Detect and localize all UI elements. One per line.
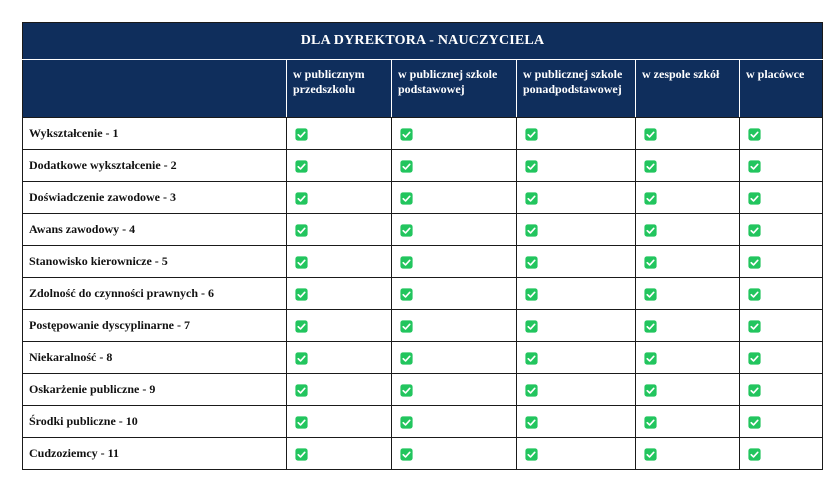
check-cell: [392, 246, 517, 278]
check-box-icon: [400, 288, 413, 301]
check-cell: [636, 278, 740, 310]
check-cell: [392, 374, 517, 406]
column-header-row: [23, 60, 823, 118]
check-box-icon: [295, 160, 308, 173]
check-cell: [517, 118, 636, 150]
check-box-icon: [400, 448, 413, 461]
check-box-icon: [295, 256, 308, 269]
check-box-icon: [644, 384, 657, 397]
check-box-icon: [295, 352, 308, 365]
check-box-icon: [295, 128, 308, 141]
check-box-icon: [525, 288, 538, 301]
check-cell: [636, 438, 740, 470]
check-box-icon: [748, 256, 761, 269]
check-box-icon: [295, 384, 308, 397]
table-row: [23, 406, 823, 438]
check-cell: [740, 406, 823, 438]
check-box-icon: [525, 192, 538, 205]
check-cell: [392, 214, 517, 246]
table-row: [23, 310, 823, 342]
row-label: Doświadczenie zawodowe - 3: [23, 182, 287, 214]
row-label: Cudzoziemcy - 11: [23, 438, 287, 470]
check-cell: [740, 310, 823, 342]
check-box-icon: [644, 320, 657, 333]
check-box-icon: [525, 416, 538, 429]
check-box-icon: [295, 320, 308, 333]
check-cell: [740, 182, 823, 214]
requirements-table: [22, 22, 823, 470]
check-cell: [287, 214, 392, 246]
check-box-icon: [525, 384, 538, 397]
check-box-icon: [525, 160, 538, 173]
check-box-icon: [400, 320, 413, 333]
check-box-icon: [748, 320, 761, 333]
check-box-icon: [644, 192, 657, 205]
row-label: Awans zawodowy - 4: [23, 214, 287, 246]
check-box-icon: [644, 256, 657, 269]
check-box-icon: [295, 224, 308, 237]
table-row: [23, 342, 823, 374]
check-box-icon: [525, 352, 538, 365]
column-header-empty: [23, 60, 287, 118]
check-box-icon: [400, 128, 413, 141]
check-cell: [517, 246, 636, 278]
check-cell: [517, 182, 636, 214]
row-label: Postępowanie dyscyplinarne - 7: [23, 310, 287, 342]
check-cell: [287, 150, 392, 182]
check-box-icon: [644, 448, 657, 461]
check-box-icon: [400, 160, 413, 173]
check-cell: [636, 182, 740, 214]
check-cell: [636, 342, 740, 374]
check-cell: [517, 438, 636, 470]
check-box-icon: [400, 256, 413, 269]
row-label: Wykształcenie - 1: [23, 118, 287, 150]
check-cell: [517, 278, 636, 310]
check-cell: [740, 438, 823, 470]
check-cell: [740, 342, 823, 374]
table-body: [23, 118, 823, 470]
check-box-icon: [748, 224, 761, 237]
table-row: [23, 438, 823, 470]
check-cell: [636, 374, 740, 406]
column-header-secondary-school: w publicznej szkole ponadpodstawowej: [517, 60, 636, 118]
check-box-icon: [748, 384, 761, 397]
check-box-icon: [525, 128, 538, 141]
check-box-icon: [400, 384, 413, 397]
row-label: Środki publiczne - 10: [23, 406, 287, 438]
check-cell: [740, 246, 823, 278]
check-cell: [517, 214, 636, 246]
check-box-icon: [748, 448, 761, 461]
table-row: [23, 246, 823, 278]
check-cell: [287, 406, 392, 438]
check-box-icon: [525, 256, 538, 269]
table-row: [23, 374, 823, 406]
table-row: [23, 214, 823, 246]
check-cell: [740, 150, 823, 182]
check-box-icon: [400, 192, 413, 205]
row-label: Stanowisko kierownicze - 5: [23, 246, 287, 278]
check-cell: [392, 278, 517, 310]
check-box-icon: [748, 128, 761, 141]
check-cell: [287, 310, 392, 342]
check-cell: [287, 374, 392, 406]
check-cell: [287, 182, 392, 214]
check-box-icon: [644, 224, 657, 237]
check-cell: [392, 150, 517, 182]
check-cell: [287, 438, 392, 470]
check-cell: [517, 374, 636, 406]
check-cell: [740, 374, 823, 406]
check-cell: [517, 150, 636, 182]
requirements-table-container: [22, 22, 822, 470]
column-header-primary-school: w publicznej szkole podstawowej: [392, 60, 517, 118]
check-box-icon: [644, 416, 657, 429]
table-row: [23, 118, 823, 150]
check-cell: [287, 278, 392, 310]
row-label: Dodatkowe wykształcenie - 2: [23, 150, 287, 182]
table-row: [23, 150, 823, 182]
check-box-icon: [295, 448, 308, 461]
check-box-icon: [748, 416, 761, 429]
check-cell: [636, 310, 740, 342]
check-box-icon: [644, 352, 657, 365]
check-cell: [392, 310, 517, 342]
check-cell: [287, 246, 392, 278]
check-cell: [636, 246, 740, 278]
check-box-icon: [400, 352, 413, 365]
column-header-school-complex: w zespole szkół: [636, 60, 740, 118]
check-box-icon: [525, 224, 538, 237]
check-box-icon: [644, 128, 657, 141]
check-cell: [740, 278, 823, 310]
check-cell: [392, 118, 517, 150]
check-cell: [392, 182, 517, 214]
check-cell: [392, 406, 517, 438]
check-box-icon: [295, 192, 308, 205]
row-label: Oskarżenie publiczne - 9: [23, 374, 287, 406]
check-box-icon: [748, 352, 761, 365]
table-row: [23, 278, 823, 310]
column-header-preschool: w publicznym przedszkolu: [287, 60, 392, 118]
table-row: [23, 182, 823, 214]
check-box-icon: [748, 192, 761, 205]
row-label: Zdolność do czynności prawnych - 6: [23, 278, 287, 310]
check-cell: [636, 406, 740, 438]
check-cell: [517, 406, 636, 438]
column-header-facility: w placówce: [740, 60, 823, 118]
table-title: DLA DYREKTORA - NAUCZYCIELA: [23, 23, 823, 60]
check-box-icon: [295, 288, 308, 301]
check-cell: [287, 118, 392, 150]
check-cell: [392, 438, 517, 470]
check-cell: [287, 342, 392, 374]
check-box-icon: [400, 416, 413, 429]
row-label: Niekaralność - 8: [23, 342, 287, 374]
check-box-icon: [525, 448, 538, 461]
check-cell: [636, 214, 740, 246]
check-cell: [636, 118, 740, 150]
check-cell: [636, 150, 740, 182]
check-cell: [740, 214, 823, 246]
check-box-icon: [644, 288, 657, 301]
check-box-icon: [400, 224, 413, 237]
check-cell: [740, 118, 823, 150]
check-cell: [517, 342, 636, 374]
check-cell: [517, 310, 636, 342]
check-box-icon: [525, 320, 538, 333]
check-box-icon: [748, 288, 761, 301]
check-box-icon: [295, 416, 308, 429]
check-cell: [392, 342, 517, 374]
title-row: [23, 23, 823, 60]
check-box-icon: [748, 160, 761, 173]
check-box-icon: [644, 160, 657, 173]
